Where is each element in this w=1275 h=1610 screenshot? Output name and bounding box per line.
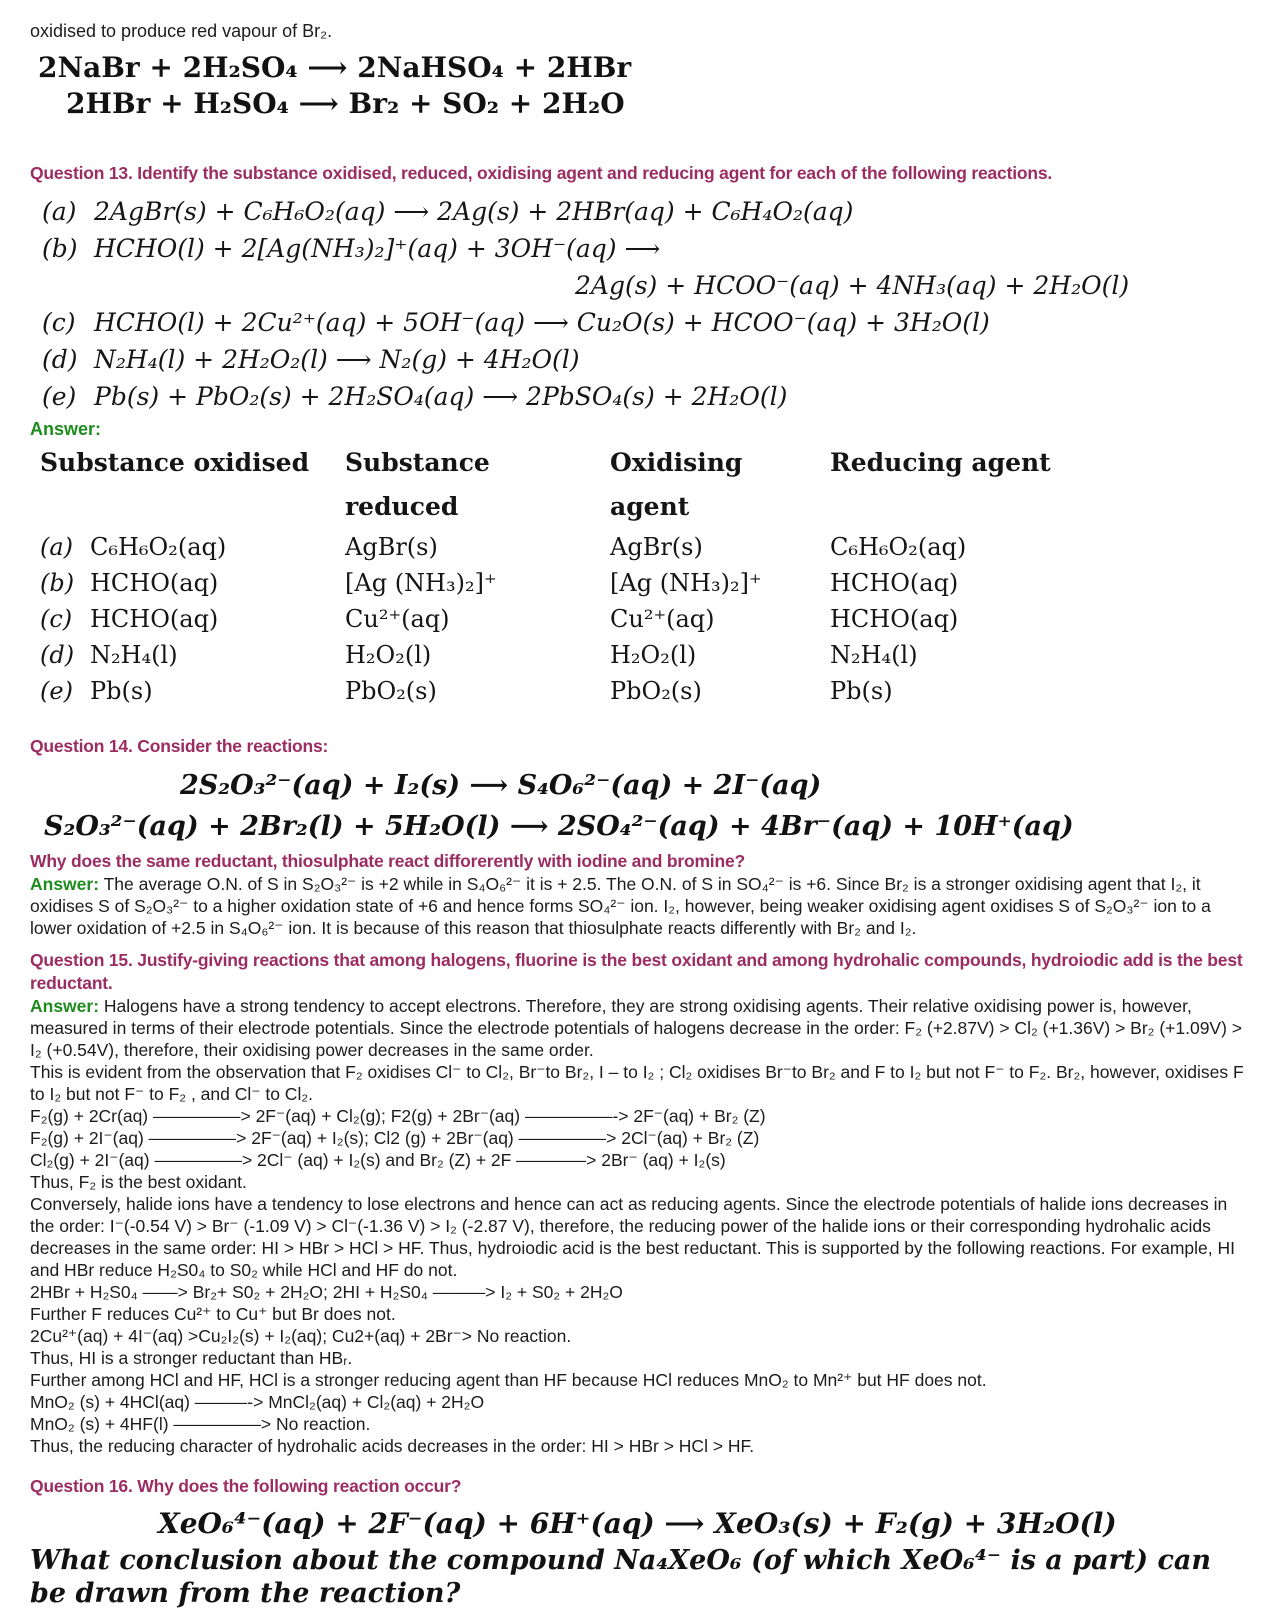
table-row — [40, 529, 1245, 565]
cell-oxidising-agent: [Ag (NH₃)₂]⁺ — [610, 569, 762, 597]
q16-equation: XeO₆⁴⁻(aq) + 2F⁻(aq) + 6H⁺(aq) ⟶ XeO₃(s) + F₂(g) + 3H₂O(l) — [158, 1507, 1117, 1540]
cell-oxidising-agent: H₂O₂(l) — [610, 641, 697, 669]
reaction-label: (b) — [42, 234, 78, 263]
q15-line-2: Thus, F₂ is the best oxidant. — [30, 1172, 247, 1192]
row-label: (b) — [40, 569, 75, 597]
reaction-text: Pb(s) + PbO₂(s) + 2H₂SO₄(aq) ⟶ 2PbSO₄(s) + 2H₂O(l) — [94, 382, 788, 411]
reaction-label: (e) — [42, 382, 77, 411]
intro-text: oxidised to produce red vapour of Br₂. — [30, 21, 333, 41]
question-13-header: Question 13. Identify the substance oxidised, reduced, oxidising agent and reducing agent for each of the following reactions. — [30, 163, 1053, 183]
q15-equation-line-4: 2HBr + H₂S0₄ ——> Br₂+ S0₂ + 2H₂O; 2HI + H₂S0₄ ———> I₂ + S0₂ + 2H₂O — [30, 1282, 623, 1302]
cell-oxidising-agent: Cu²⁺(aq) — [610, 605, 715, 633]
q16-followup: What conclusion about the compound Na₄XeO₆ (of which XeO₆⁴⁻ is a part) can be drawn from the reaction? — [30, 1545, 1212, 1609]
reaction-label: (c) — [42, 308, 76, 337]
cell-substance-reduced: PbO₂(s) — [345, 677, 437, 705]
intro-equation-2: 2HBr + H₂SO₄ ⟶ Br₂ + SO₂ + 2H₂O — [66, 87, 625, 120]
q15-equation-line-2: F₂(g) + 2I⁻(aq) —————> 2F⁻(aq) + I₂(s); Cl2 (g) + 2Br⁻(aq) —————> 2Cl⁻(aq) + Br₂ (Z) — [30, 1128, 760, 1148]
q15-equation-line-1: F₂(g) + 2Cr(aq) —————> 2F⁻(aq) + Cl₂(g); F2(g) + 2Br⁻(aq) —————-> 2F⁻(aq) + Br₂ (Z) — [30, 1106, 766, 1126]
intro-equation-1: 2NaBr + 2H₂SO₄ ⟶ 2NaHSO₄ + 2HBr — [38, 51, 632, 84]
row-label: (d) — [40, 641, 75, 669]
q15-answer — [30, 995, 1245, 1061]
q14-equation-1: 2S₂O₃²⁻(aq) + I₂(s) ⟶ S₄O₆²⁻(aq) + 2I⁻(aq) — [180, 770, 822, 801]
table-row — [40, 601, 1245, 637]
cell-reducing-agent: HCHO(aq) — [830, 605, 959, 633]
cell-reducing-agent: Pb(s) — [830, 677, 893, 705]
cell-substance-reduced: Cu²⁺(aq) — [345, 605, 450, 633]
cell-reducing-agent: HCHO(aq) — [830, 569, 959, 597]
reaction-label: (d) — [42, 345, 78, 374]
reaction-d — [42, 341, 1245, 378]
q14-answer — [30, 873, 1245, 939]
redox-table — [40, 441, 1245, 709]
reaction-a — [42, 193, 1245, 230]
q14-equation-2: S₂O₃²⁻(aq) + 2Br₂(l) + 5H₂O(l) ⟶ 2SO₄²⁻(aq) + 4Br⁻(aq) + 10H⁺(aq) — [44, 811, 1074, 842]
q13-reactions — [30, 193, 1245, 415]
reaction-c — [42, 304, 1245, 341]
q15-line-3: Conversely, halide ions have a tendency to lose electrons and hence can act as reducing agents. Since the electrode potentials of halide ions decreases in the order: I⁻(-0.54 V) > Br⁻ (-1.09 V) > Cl⁻(-1.36 V) > I₂ (-2.87 V), therefore, the reducing power of the halide ions or their corresponding hydrohalic acids decreases in the same order: HI > HBr > HCl > HF. Thus, hydroiodic acid is the best reductant. This is supported by the following reactions. For example, HI and HBr reduce H₂S0₄ to S0₂ while HCl and HF do not. — [30, 1194, 1235, 1280]
q15-equation-line-7: MnO₂ (s) + 4HF(l) —————> No reaction. — [30, 1414, 371, 1434]
cell-substance-oxidised: N₂H₄(l) — [90, 641, 178, 669]
col-header-substance-oxidised: Substance oxidised — [40, 448, 310, 477]
q15-line-7: Thus, the reducing character of hydrohalic acids decreases in the order: HI > HBr > HCl > HF. — [30, 1436, 755, 1456]
cell-reducing-agent: C₆H₆O₂(aq) — [830, 533, 967, 561]
row-label: (e) — [40, 677, 73, 705]
question-15-header: Question 15. Justify-giving reactions that among halogens, fluorine is the best oxidant and among hydrohalic compounds, hydroiodic add is the best reductant. — [30, 950, 1243, 993]
cell-substance-reduced: [Ag (NH₃)₂]⁺ — [345, 569, 497, 597]
cell-oxidising-agent: PbO₂(s) — [610, 677, 702, 705]
reaction-e — [42, 378, 1245, 415]
cell-substance-oxidised: C₆H₆O₂(aq) — [90, 533, 227, 561]
q13-answer-label: Answer: — [30, 419, 102, 439]
table-row — [40, 565, 1245, 601]
reaction-b — [42, 230, 1245, 267]
col-header-reducing-agent: Reducing agent — [830, 448, 1051, 477]
q15-equation-line-6: MnO₂ (s) + 4HCl(aq) ———-> MnCl₂(aq) + Cl₂(aq) + 2H₂O — [30, 1392, 485, 1412]
q15-line-6: Further among HCl and HF, HCl is a stronger reducing agent than HF because HCl reduces MnO₂ to Mn²⁺ but HF does not. — [30, 1370, 987, 1390]
row-label: (c) — [40, 605, 73, 633]
reaction-text: N₂H₄(l) + 2H₂O₂(l) ⟶ N₂(g) + 4H₂O(l) — [94, 345, 580, 374]
q15-line-5: Thus, HI is a stronger reductant than HBᵣ. — [30, 1348, 353, 1368]
q15-answer-label: Answer: — [30, 996, 100, 1016]
q15-answer-intro: Halogens have a strong tendency to accept electrons. Therefore, they are strong oxidising agents. Their relative oxidising power is, however, measured in terms of their electrode potentials. Since the electrode potentials of halogens decrease in the order: F₂ (+2.87V) > Cl₂ (+1.36V) > Br₂ (+1.09V) > I₂ (+0.54V), therefore, their oxidising power decreases in the same order. — [30, 996, 1243, 1060]
table-row — [40, 673, 1245, 709]
reaction-b-continuation: 2Ag(s) + HCOO⁻(aq) + 4NH₃(aq) + 2H₂O(l) — [575, 271, 1130, 300]
row-label: (a) — [40, 533, 74, 561]
cell-substance-oxidised: HCHO(aq) — [90, 569, 219, 597]
col-header-substance-reduced: Substance reduced — [345, 448, 490, 521]
reaction-text: HCHO(l) + 2[Ag(NH₃)₂]⁺(aq) + 3OH⁻(aq) ⟶ — [94, 234, 661, 263]
q14-subquestion: Why does the same reductant, thiosulphate react difforerently with iodine and bromine? — [30, 851, 745, 871]
col-header-oxidising-agent: Oxidising agent — [610, 448, 743, 521]
question-14-header: Question 14. Consider the reactions: — [30, 736, 329, 756]
redox-table-header-row — [40, 441, 1245, 529]
cell-substance-reduced: AgBr(s) — [345, 533, 438, 561]
cell-substance-oxidised: HCHO(aq) — [90, 605, 219, 633]
q15-equation-line-5: 2Cu²⁺(aq) + 4I⁻(aq) >Cu₂I₂(s) + I₂(aq); Cu2+(aq) + 2Br⁻> No reaction. — [30, 1326, 572, 1346]
q15-line-1: This is evident from the observation that F₂ oxidises Cl⁻ to Cl₂, Br⁻to Br₂, I – to I₂ ; Cl₂ oxidises Br⁻to Br₂ and F to I₂ but not F⁻ to F₂. Br₂, however, oxidises F to I₂ but not F⁻ to F₂ , and Cl⁻ to Cl₂. — [30, 1062, 1244, 1104]
q15-equation-line-3: Cl₂(g) + 2I⁻(aq) —————> 2Cl⁻ (aq) + I₂(s) and Br₂ (Z) + 2F ————> 2Br⁻ (aq) + I₂(s) — [30, 1150, 726, 1170]
cell-substance-reduced: H₂O₂(l) — [345, 641, 432, 669]
q15-line-4: Further F reduces Cu²⁺ to Cu⁺ but Br does not. — [30, 1304, 396, 1324]
reaction-text: HCHO(l) + 2Cu²⁺(aq) + 5OH⁻(aq) ⟶ Cu₂O(s) + HCOO⁻(aq) + 3H₂O(l) — [94, 308, 990, 337]
reaction-label: (a) — [42, 197, 77, 226]
question-16-header: Question 16. Why does the following reaction occur? — [30, 1476, 462, 1496]
table-row — [40, 637, 1245, 673]
cell-reducing-agent: N₂H₄(l) — [830, 641, 918, 669]
cell-oxidising-agent: AgBr(s) — [610, 533, 703, 561]
reaction-text: 2AgBr(s) + C₆H₆O₂(aq) ⟶ 2Ag(s) + 2HBr(aq) + C₆H₄O₂(aq) — [94, 197, 854, 226]
q14-answer-text: The average O.N. of S in S₂O₃²⁻ is +2 while in S₄O₆²⁻ it is + 2.5. The O.N. of S in SO₄²⁻ is +6. Since Br₂ is a stronger oxidising agent that I₂, it oxidises S of S₂O₃²⁻ to a higher oxidation state of +6 and hence forms SO₄²⁻ ion. I₂, however, being weaker oxidising agent oxidises S of S₂O₃²⁻ ion to a lower oxidation of +2.5 in S₄O₆²⁻ ion. It is because of this reason that thiosulphate reacts differently with Br₂ and I₂. — [30, 874, 1211, 938]
cell-substance-oxidised: Pb(s) — [90, 677, 153, 705]
q14-answer-label: Answer: — [30, 874, 100, 894]
